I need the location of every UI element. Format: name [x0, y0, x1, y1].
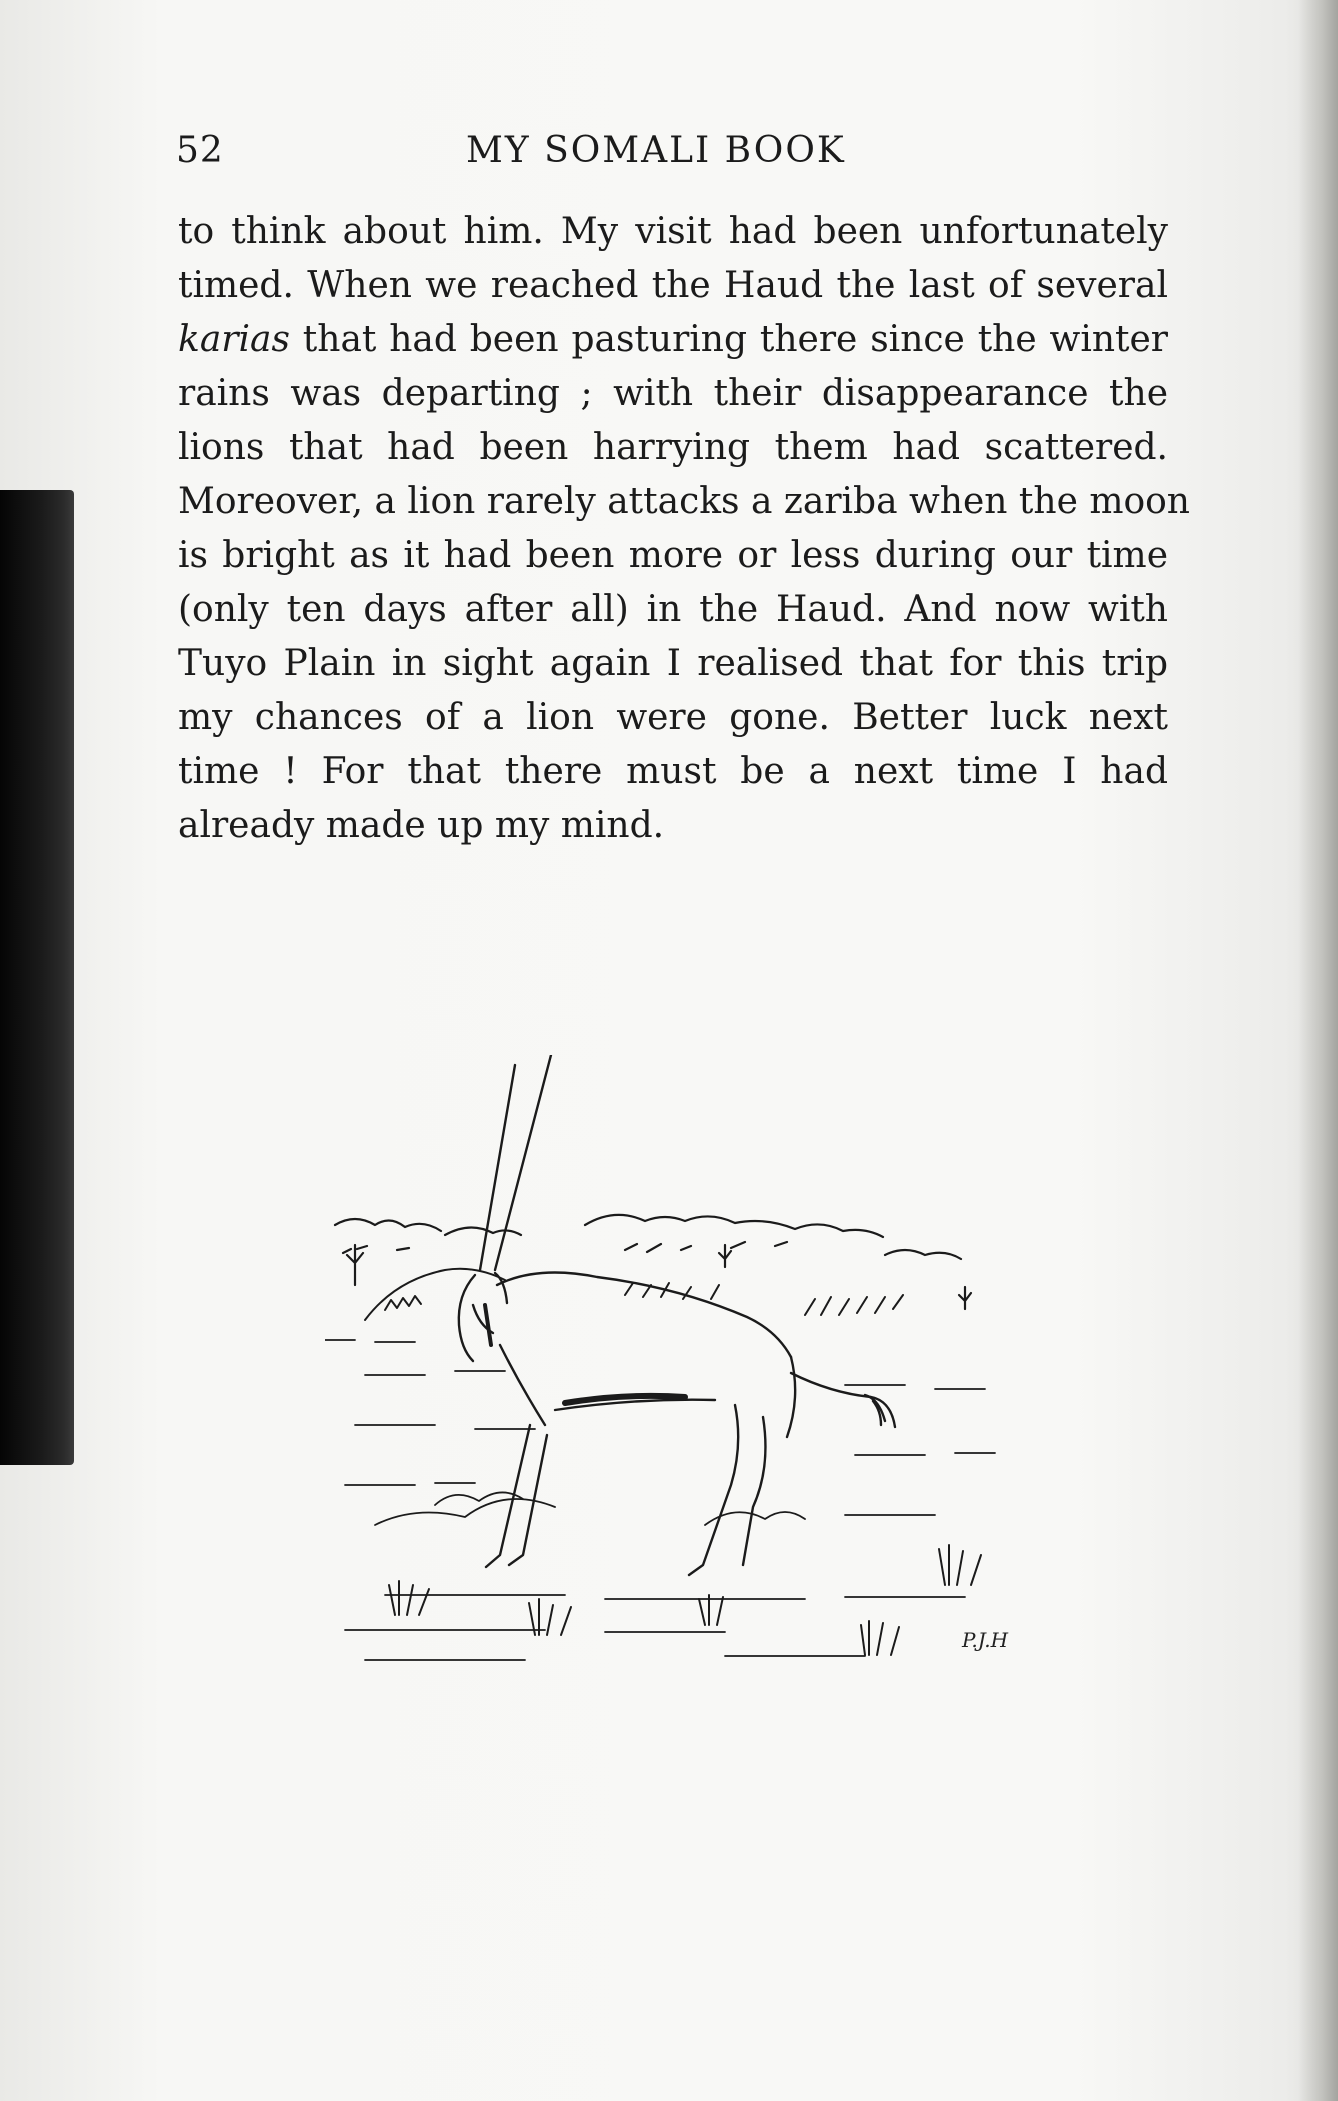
text-line-rest: that had been pasturing there since the winter	[289, 319, 1168, 360]
body-text	[178, 205, 1190, 853]
page-number: 52	[176, 130, 224, 171]
text-line: to think about him. My visit had been unfortunately	[178, 211, 1168, 252]
text-line: time ! For that there must be a next time I had	[178, 751, 1168, 792]
spine-shadow	[1298, 0, 1338, 2101]
text-line	[178, 313, 1168, 367]
text-line: already made up my mind.	[178, 805, 665, 846]
background-bushes	[335, 1215, 971, 1309]
running-head	[176, 130, 1176, 180]
text-line: Tuyo Plain in sight again I realised that for this trip	[178, 643, 1168, 684]
ground-lines	[325, 1340, 995, 1660]
text-line: timed. When we reached the Haud the last of several	[178, 265, 1168, 306]
text-line: lions that had been harrying them had scattered.	[178, 427, 1168, 468]
text-line: (only ten days after all) in the Haud. And now with	[178, 589, 1168, 630]
running-title: MY SOMALI BOOK	[466, 130, 846, 171]
artist-initials: P.J.H	[962, 1628, 1009, 1652]
text-line: is bright as it had been more or less during our time	[178, 535, 1168, 576]
oryx-illustration	[325, 1055, 1045, 1695]
black-edge-tab	[0, 490, 74, 1465]
text-line: my chances of a lion were gone. Better luck next	[178, 697, 1168, 738]
italic-word: karias	[178, 319, 290, 360]
oryx	[459, 1055, 895, 1575]
text-line: rains was departing ; with their disappearance the	[178, 373, 1168, 414]
hill	[365, 1269, 903, 1320]
grass-tufts	[389, 1545, 981, 1655]
text-line: Moreover, a lion rarely attacks a zariba when the moon	[178, 481, 1190, 522]
